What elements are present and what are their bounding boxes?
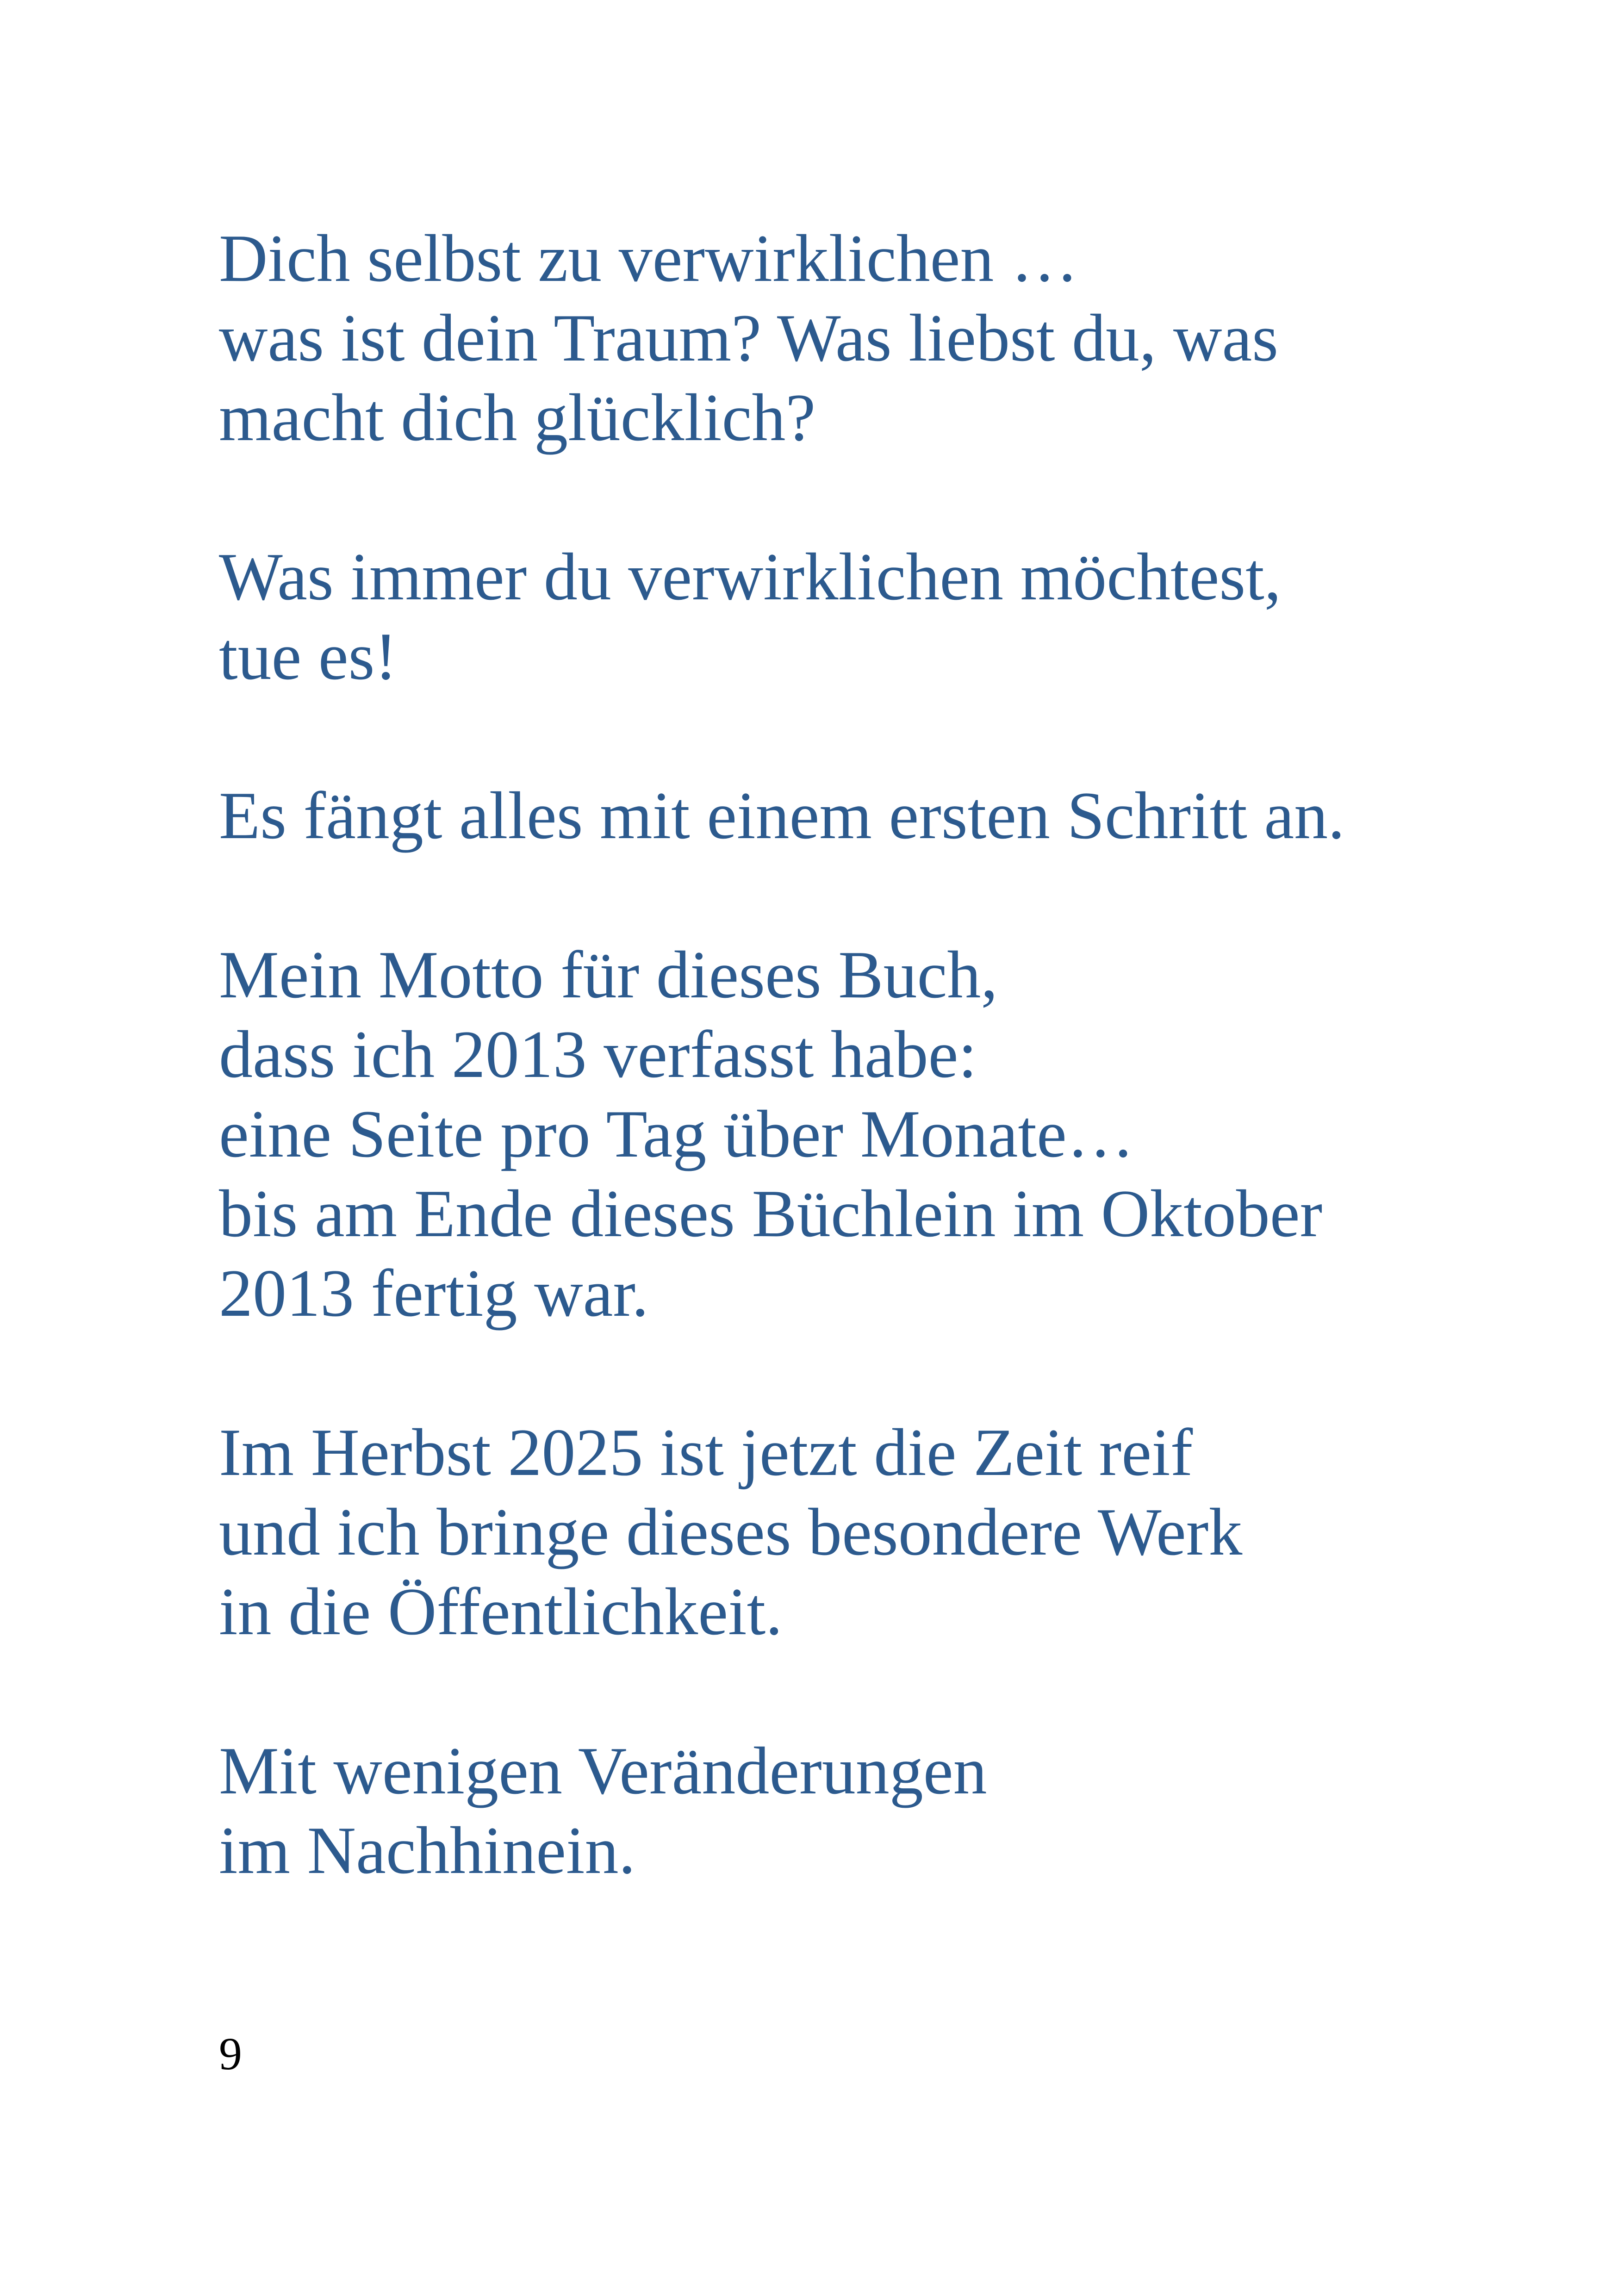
stanza-line: Mein Motto für dieses Buch, — [219, 937, 998, 1012]
stanza-line: in die Öffentlichkeit. — [219, 1574, 783, 1649]
stanza-1 — [219, 218, 1515, 457]
stanza-line: Dich selbst zu verwirklichen … — [219, 221, 1078, 296]
stanza-line: was ist dein Traum? Was liebst du, was — [219, 300, 1279, 375]
stanza-line: Mit wenigen Veränderungen — [219, 1733, 987, 1808]
stanza-line: bis am Ende dieses Büchlein im Oktober — [219, 1176, 1323, 1251]
stanza-line: tue es! — [219, 619, 398, 694]
stanza-line: macht dich glücklich? — [219, 380, 816, 455]
stanza-5 — [219, 1412, 1515, 1651]
stanza-line: Im Herbst 2025 ist jetzt die Zeit reif — [219, 1415, 1193, 1490]
stanza-line: im Nachhinein. — [219, 1813, 636, 1888]
stanza-line: und ich bringe dieses besondere Werk — [219, 1494, 1243, 1569]
stanza-line: Was immer du verwirklichen möchtest, — [219, 539, 1282, 614]
stanza-line: dass ich 2013 verfasst habe: — [219, 1017, 977, 1092]
stanza-3 — [219, 776, 1515, 855]
stanza-line: 2013 fertig war. — [219, 1256, 649, 1331]
page-number: 9 — [219, 2028, 242, 2079]
body-text — [219, 218, 1515, 1890]
stanza-line: eine Seite pro Tag über Monate… — [219, 1096, 1134, 1171]
stanza-line: Es fängt alles mit einem ersten Schritt an. — [219, 778, 1345, 853]
stanza-4 — [219, 935, 1515, 1333]
stanza-6 — [219, 1731, 1515, 1890]
stanza-2 — [219, 537, 1515, 696]
